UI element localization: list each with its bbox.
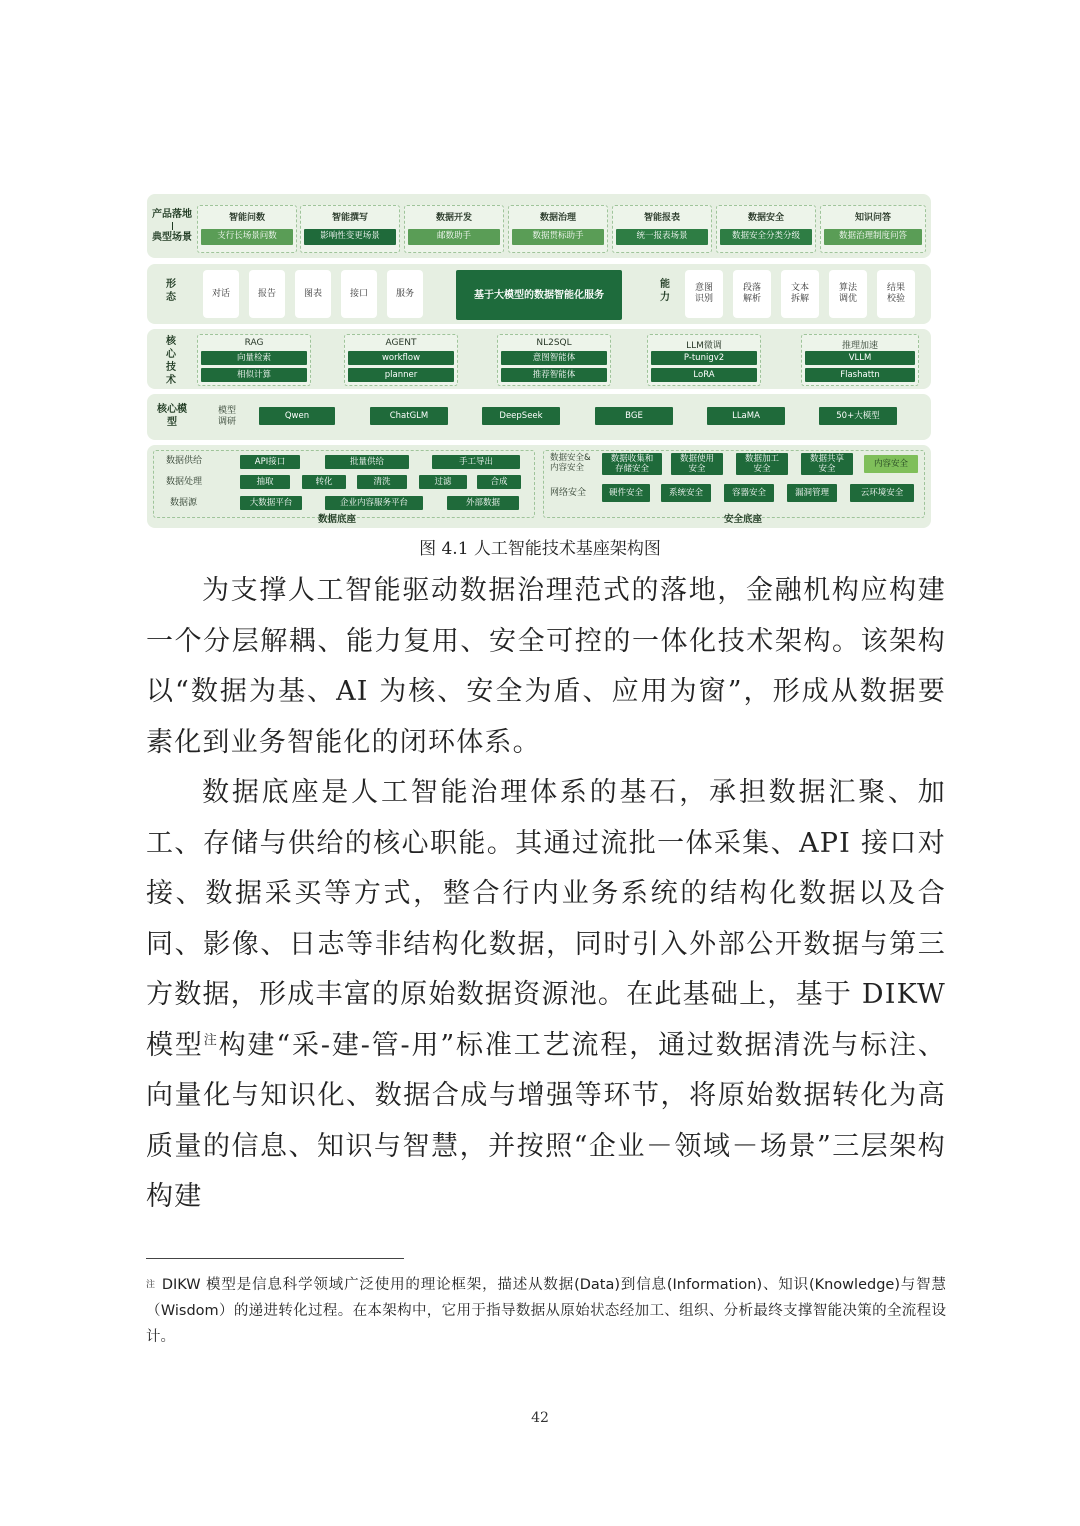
security-base-panel — [543, 450, 925, 518]
data-row-label: 数据供给 — [166, 456, 203, 466]
scenario-item: 支行长场景问数 — [201, 229, 293, 245]
tech-group — [197, 334, 311, 386]
data-base-title: 数据底座 — [317, 514, 356, 525]
tech-group-title: LLM微调 — [686, 341, 722, 351]
data-item: 清洗 — [357, 475, 407, 489]
data-base-panel — [153, 450, 535, 518]
security-item: 内容安全 — [864, 455, 918, 473]
tech-group-title: AGENT — [385, 338, 417, 348]
model-item: DeepSeek — [482, 407, 560, 425]
row-label-ability: 能力 — [660, 279, 670, 303]
paragraph-2-part-b: 构建“采-建-管-用”标准工艺流程，通过数据清洗与标注、向量化与知识化、数据合成与增强等环节，将原始数据转化为高质量的信息、知识与智慧，并按照“企业－领域－场景”三层架构构建 — [146, 1029, 947, 1212]
paragraph-2 — [146, 768, 946, 1223]
band-scenarios — [147, 194, 931, 258]
security-item: 数据加工安全 — [736, 453, 788, 475]
scenario-item: 影响性变更场景 — [304, 229, 396, 245]
scenario-col — [197, 205, 297, 253]
footnote-ref: 注 — [203, 1032, 219, 1048]
model-item: Qwen — [259, 407, 335, 425]
tech-group-title: RAG — [244, 338, 264, 348]
scenario-col — [404, 205, 504, 253]
band-foundation — [147, 445, 931, 528]
paragraph-2-text — [146, 768, 946, 1223]
model-item: ChatGLM — [370, 407, 448, 425]
scenario-header: 数据安全 — [747, 213, 784, 223]
data-item: API接口 — [240, 455, 300, 469]
tech-group — [801, 334, 919, 386]
security-item: 系统安全 — [661, 484, 711, 502]
footnote-mark: 注 — [146, 1280, 156, 1290]
tech-item: VLLM — [805, 351, 915, 365]
data-item: 合成 — [477, 475, 521, 489]
security-item: 数据共享安全 — [801, 453, 853, 475]
paragraph-1 — [146, 566, 946, 768]
data-row-label: 数据处理 — [166, 477, 203, 487]
footnote — [146, 1272, 946, 1350]
model-item: LLaMA — [707, 407, 785, 425]
security-item: 云环境安全 — [850, 484, 914, 502]
scenario-col — [508, 205, 608, 253]
data-item: 手工导出 — [432, 455, 520, 469]
data-item: 过滤 — [419, 475, 467, 489]
row-label-core-tech: 核心技术 — [166, 336, 176, 386]
security-row-label: 网络安全 — [550, 488, 587, 498]
scenario-item: 数据治理制度问答 — [824, 229, 922, 245]
paragraph-2-part-a: 数据底座是人工智能治理体系的基石，承担数据汇聚、加工、存储与供给的核心职能。其通过流批一体采集、API 接口对接、数据采买等方式，整合行内业务系统的结构化数据以及合同、影像、日志等非结构化数据，同时引入外部公开数据与第三方数据，形成丰富的原始数据资源池。在此基础上，基于 DIKW 模型 — [146, 777, 946, 1061]
tech-group-title: 推理加速 — [841, 341, 878, 351]
security-item: 硬件安全 — [602, 484, 650, 502]
tech-group — [344, 334, 458, 386]
page-number: 42 — [531, 1410, 549, 1426]
ability-item: 段落解析 — [733, 270, 771, 318]
scenario-item: 邮数助手 — [408, 229, 500, 245]
ability-item: 意图识别 — [685, 270, 723, 318]
tech-item: P-tunigv2 — [651, 351, 757, 365]
paragraph-1-text: 为支撑人工智能驱动数据治理范式的落地，金融机构应构建一个分层解耦、能力复用、安全可控的一体化技术架构。该架构以“数据为基、AI 为核、安全为盾、应用为窗”，形成从数据要素化到业务智能化的闭环体系。 — [146, 575, 946, 758]
scenario-col — [612, 205, 712, 253]
scenario-header: 数据开发 — [435, 213, 472, 223]
row-label-models: 核心模型 — [157, 404, 187, 428]
tech-item: 推荐智能体 — [501, 368, 607, 382]
scenario-col — [820, 205, 926, 253]
tech-item: 相似计算 — [201, 368, 307, 382]
scenario-header: 智能报表 — [643, 213, 680, 223]
ability-item: 文本拆解 — [781, 270, 819, 318]
scenario-item: 统一报表场景 — [616, 229, 708, 245]
data-item: 抽取 — [240, 475, 290, 489]
band-forms — [147, 264, 931, 324]
scenario-col — [300, 205, 400, 253]
scenario-item: 数据安全分类分级 — [720, 229, 812, 245]
tech-group — [497, 334, 611, 386]
form-item: 接口 — [341, 270, 377, 318]
form-item: 报告 — [249, 270, 285, 318]
band-core-models — [147, 394, 931, 440]
ability-item: 算法调优 — [829, 270, 867, 318]
scenario-col — [716, 205, 816, 253]
footnote-text: DIKW 模型是信息科学领域广泛使用的理论框架，描述从数据(Data)到信息(Information)、知识(Knowledge)与智慧（Wisdom）的递进转化过程。在本架构中，它用于指导数据从原始状态经加工、组织、分析最终支撑智能决策的全流程设计。 — [146, 1277, 946, 1345]
tech-item: 向量检索 — [201, 351, 307, 365]
data-item: 企业内容服务平台 — [325, 496, 423, 510]
figure-caption: 图 4.1 人工智能技术基座架构图 — [419, 539, 661, 559]
security-item: 数据使用安全 — [671, 453, 723, 475]
footnote-divider — [146, 1258, 404, 1259]
model-item: BGE — [595, 407, 673, 425]
scenario-header: 数据治理 — [539, 213, 576, 223]
data-item: 外部数据 — [447, 496, 519, 510]
tech-item: planner — [348, 368, 454, 382]
security-item: 数据收集和存储安全 — [602, 453, 662, 475]
data-row-label: 数据源 — [170, 498, 198, 508]
security-item: 漏洞管理 — [787, 484, 837, 502]
tech-group — [647, 334, 761, 386]
tech-item: Flashattn — [805, 368, 915, 382]
scenario-header: 知识问答 — [854, 213, 891, 223]
tech-group-title: NL2SQL — [536, 338, 572, 348]
data-item: 批量供给 — [325, 455, 409, 469]
row-label-forms: 形态 — [166, 279, 176, 303]
data-item: 大数据平台 — [240, 496, 302, 510]
architecture-diagram — [147, 194, 931, 528]
security-item: 容器安全 — [724, 484, 774, 502]
security-base-title: 安全底座 — [723, 514, 762, 525]
center-service-box: 基于大模型的数据智能化服务 — [456, 270, 622, 320]
tech-item: 意图智能体 — [501, 351, 607, 365]
model-item: 50+大模型 — [819, 407, 897, 425]
form-item: 对话 — [203, 270, 239, 318]
ability-item: 结果校验 — [877, 270, 915, 318]
model-sublabel: 模型调研 — [217, 406, 236, 427]
band-core-tech — [147, 329, 931, 389]
data-item: 转化 — [302, 475, 346, 489]
form-item: 服务 — [387, 270, 423, 318]
row-label-product: 产品落地 典型场景 — [152, 209, 192, 243]
security-row-label: 数据安全&内容安全 — [550, 453, 591, 473]
tech-item: LoRA — [651, 368, 757, 382]
scenario-header: 智能撰写 — [331, 213, 368, 223]
scenario-header: 智能问数 — [228, 213, 265, 223]
form-item: 图表 — [295, 270, 331, 318]
tech-item: workflow — [348, 351, 454, 365]
scenario-item: 数据贯标助手 — [512, 229, 604, 245]
